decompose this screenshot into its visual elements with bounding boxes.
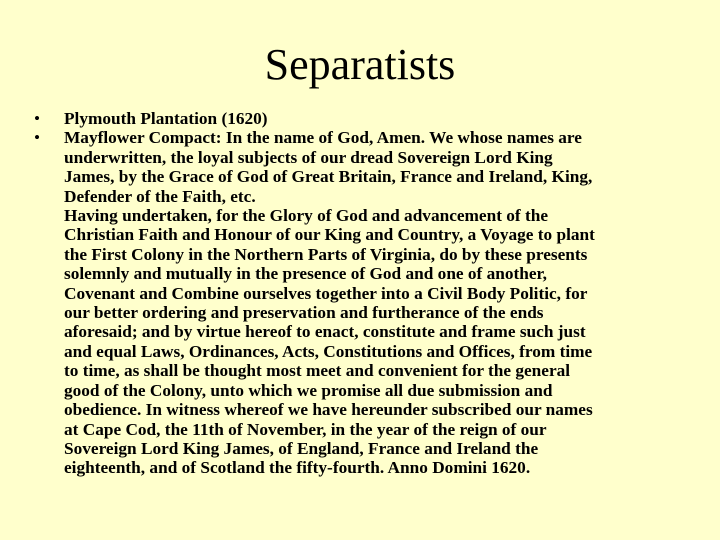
text-line: eighteenth, and of Scotland the fifty-fourth. Anno Domini 1620.: [64, 458, 531, 478]
text-line: at Cape Cod, the 11th of November, in the year of the reign of our: [64, 419, 547, 439]
text-line: Mayflower Compact: In the name of God, Amen. We whose names are: [64, 128, 582, 148]
text-line: obedience. In witness whereof we have hereunder subscribed our names: [64, 400, 593, 420]
text-line: Defender of the Faith, etc.: [64, 186, 256, 206]
text-line: underwritten, the loyal subjects of our dread Sovereign Lord King: [64, 147, 553, 167]
text-line: James, by the Grace of God of Great Britain, France and Ireland, King,: [64, 167, 593, 187]
text-line: solemnly and mutually in the presence of God and one of another,: [64, 264, 547, 284]
text-line: to time, as shall be thought most meet and convenient for the general: [64, 361, 571, 381]
text-line: Having undertaken, for the Glory of God and advancement of the: [64, 206, 549, 226]
bullet-marker: •: [34, 109, 41, 128]
bullet-text: [64, 109, 694, 128]
text-line: Christian Faith and Honour of our King and Country, a Voyage to plant: [64, 225, 595, 245]
slide-title: Separatists: [264, 40, 456, 89]
text-line: and equal Laws, Ordinances, Acts, Constitutions and Offices, from time: [64, 341, 593, 361]
text-line: aforesaid; and by virtue hereof to enact, constitute and frame such just: [64, 322, 586, 342]
text-line: Covenant and Combine ourselves together into a Civil Body Politic, for: [64, 283, 588, 303]
text-line: our better ordering and preservation and furtherance of the ends: [64, 303, 544, 323]
text-line: good of the Colony, unto which we promise all due submission and: [64, 380, 553, 400]
bullet-item-plymouth: [34, 109, 694, 128]
bullet-item-mayflower-compact: [34, 128, 694, 477]
text-line: Plymouth Plantation (1620): [64, 109, 268, 128]
bullet-marker: •: [34, 128, 41, 148]
text-line: Sovereign Lord King James, of England, France and Ireland the: [64, 438, 539, 458]
text-line: the First Colony in the Northern Parts of Virginia, do by these presents: [64, 244, 588, 264]
slide-body: [34, 109, 694, 478]
bullet-text: [64, 128, 694, 477]
